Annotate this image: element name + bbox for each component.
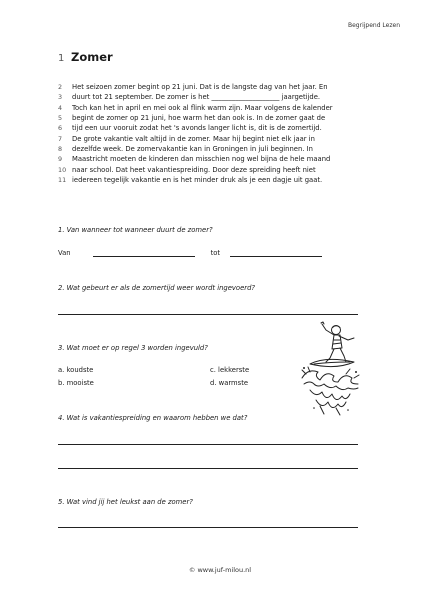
q1-to-blank[interactable] [230,248,322,257]
line-number: 5 [58,114,63,123]
text-line [58,82,388,92]
line-text: naar school. Dat heet vakantiespreiding. Door deze spreiding heeft niet [72,165,316,174]
text-line [58,123,388,133]
question-4: 4. Wat is vakantiespreiding en waarom hebben we dat? [58,414,248,422]
q5-answer-line[interactable] [58,527,358,528]
line-number: 7 [58,134,63,143]
line-number: 4 [58,103,63,112]
q3-option-b[interactable]: b. mooiste [58,379,94,387]
q3-option-a[interactable]: a. koudste [58,366,94,374]
page-header: Begrijpend Lezen [347,22,400,29]
line-text: iedereen tegelijk vakantie en is het minder druk als je een dagje uit gaat. [72,175,323,184]
footer-credit: © www.juf-milou.nl [188,566,252,574]
line-text: De grote vakantie valt altijd in de zomer. Maar hij begint niet elk jaar in [72,134,315,143]
text-line [58,164,388,174]
q3-option-c[interactable]: c. lekkerste [210,366,250,374]
text-line [58,144,388,154]
line-number: 10 [58,165,67,174]
question-1: 1. Van wanneer tot wanneer duurt de zomer? [58,226,213,234]
text-line [58,113,388,123]
line-number: 6 [58,124,63,133]
reading-text [58,82,388,185]
line-text: tijd een uur vooruit zodat het 's avonds langer licht is, dit is de zomertijd. [72,124,322,133]
page-title: Zomer [71,50,113,64]
text-line [58,92,388,102]
title-row [58,50,113,64]
q4-answer-line-1[interactable] [58,444,358,445]
line-number: 3 [58,93,63,102]
line-text: duurt tot 21 september. De zomer is het ____________________ jaargetijde. [72,93,321,102]
line-number: 9 [58,155,63,164]
surfer-illustration [296,318,364,416]
question-5: 5. Wat vind jij het leukst aan de zomer? [58,498,193,506]
line-text: Het seizoen zomer begint op 21 juni. Dat is de langste dag van het jaar. En [72,83,328,92]
line-number: 8 [58,144,63,153]
q4-answer-line-2[interactable] [58,468,358,469]
q1-from-blank[interactable] [93,248,195,257]
q1-answer-row [58,248,322,257]
q2-answer-line[interactable] [58,314,358,315]
q3-option-d[interactable]: d. warmste [210,379,249,387]
text-line [58,103,388,113]
q1-tot-label: tot [210,249,221,257]
question-2: 2. Wat gebeurt er als de zomertijd weer wordt ingevoerd? [58,284,255,292]
line-text: dezelfde week. De zomervakantie kan in Groningen in juli beginnen. In [72,144,313,153]
text-line [58,154,388,164]
line-text: Toch kan het in april en mei ook al flink warm zijn. Maar volgens de kalender [72,103,333,112]
line-number: 11 [58,175,67,184]
question-3: 3. Wat moet er op regel 3 worden ingevuld? [58,344,208,352]
line-text: Maastricht moeten de kinderen dan misschien nog wel bijna de hele maand [72,155,331,164]
line-text: begint de zomer op 21 juni, hoe warm het dan ook is. In de zomer gaat de [72,114,326,123]
text-line [58,175,388,185]
line-number: 2 [58,83,63,92]
text-line [58,133,388,143]
q1-van-label: Van [58,249,71,257]
title-line-number: 1 [58,53,65,64]
